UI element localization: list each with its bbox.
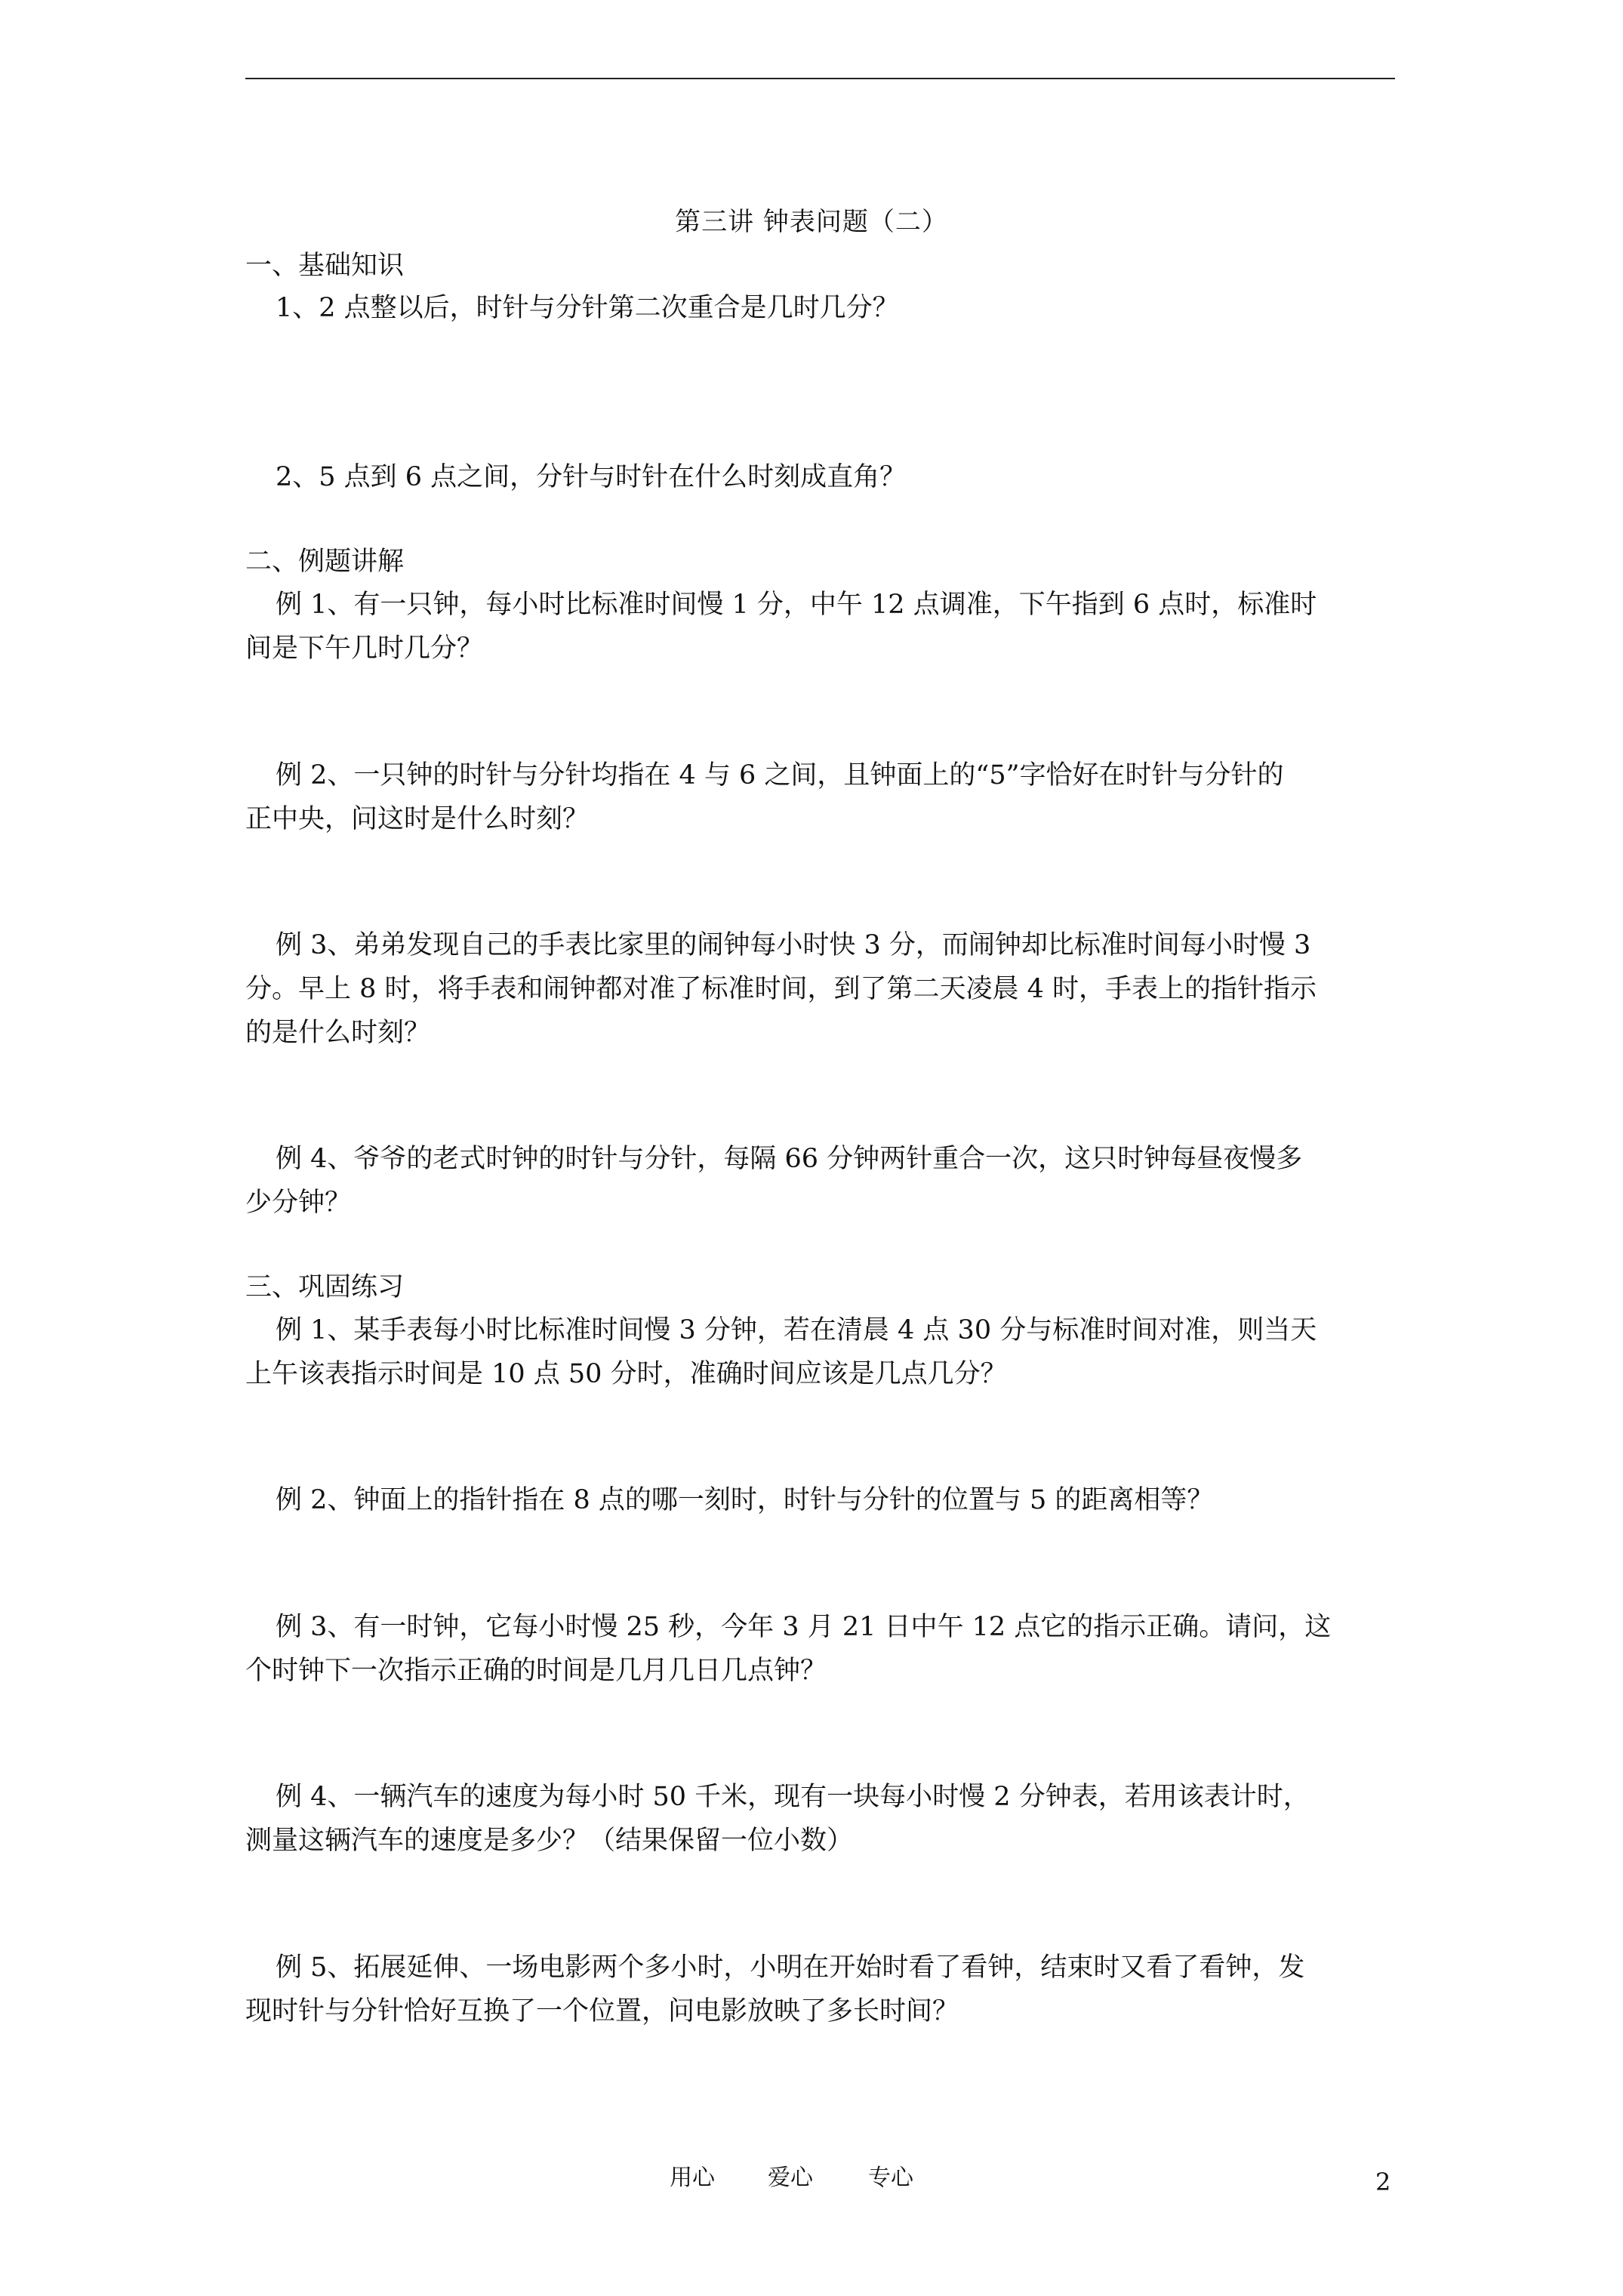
practice-3-line-2: 个时钟下一次指示正确的时间是几月几日几点钟？ xyxy=(245,1656,827,1686)
practice-5-line-1: 例 5、拓展延伸、一场电影两个多小时，小明在开始时看了看钟，结束时又看了看钟，发 xyxy=(276,1952,1305,1983)
example-1-line-2: 间是下午几时几分？ xyxy=(245,633,484,664)
practice-4-line-2: 测量这辆汽车的速度是多少？（结果保留一位小数） xyxy=(245,1826,854,1856)
practice-1-line-1: 例 1、某手表每小时比标准时间慢 3 分钟，若在清晨 4 点 30 分与标准时间对准，则当天 xyxy=(276,1315,1317,1345)
section-heading-examples: 二、例题讲解 xyxy=(245,547,405,577)
example-4-line-1: 例 4、爷爷的老式时钟的时针与分针，每隔 66 分钟两针重合一次，这只时钟每昼夜慢多 xyxy=(276,1144,1303,1174)
footer-word-3: 专心 xyxy=(868,2165,913,2191)
example-3-line-1: 例 3、弟弟发现自己的手表比家里的闹钟每小时快 3 分，而闹钟却比标准时间每小时慢 3 xyxy=(276,930,1311,960)
example-4-line-2: 少分钟？ xyxy=(245,1188,352,1218)
footer-word-2: 爱心 xyxy=(768,2165,813,2191)
section-heading-practice: 三、巩固练习 xyxy=(245,1272,405,1302)
example-3-line-3: 的是什么时刻？ xyxy=(245,1018,431,1048)
question-1: 1、2 点整以后，时针与分针第二次重合是几时几分？ xyxy=(276,293,899,323)
example-3-line-2: 分。早上 8 时，将手表和闹钟都对准了标准时间，到了第二天凌晨 4 时，手表上的指针指示 xyxy=(245,974,1317,1004)
footer-word-1: 用心 xyxy=(670,2165,715,2191)
practice-1-line-2: 上午该表指示时间是 10 点 50 分时，准确时间应该是几点几分？ xyxy=(245,1359,1007,1389)
section-heading-basics: 一、基础知识 xyxy=(245,251,405,281)
practice-5-line-2: 现时针与分针恰好互换了一个位置，问电影放映了多长时间？ xyxy=(245,1996,959,2026)
page-number: 2 xyxy=(1375,2168,1391,2196)
header-rule xyxy=(245,78,1395,79)
practice-4-line-1: 例 4、一辆汽车的速度为每小时 50 千米，现有一块每小时慢 2 分钟表，若用该表计时， xyxy=(276,1782,1310,1812)
page-title: 第三讲 钟表问题（二） xyxy=(675,207,948,237)
example-1-line-1: 例 1、有一只钟，每小时比标准时间慢 1 分，中午 12 点调准，下午指到 6 点时，标准时 xyxy=(276,590,1317,620)
question-2: 2、5 点到 6 点之间，分针与时针在什么时刻成直角？ xyxy=(276,462,907,492)
example-2-line-2: 正中央，问这时是什么时刻？ xyxy=(245,804,590,834)
example-2-line-1: 例 2、一只钟的时针与分针均指在 4 与 6 之间，且钟面上的“5”字恰好在时针与分针的 xyxy=(276,760,1284,791)
practice-3-line-1: 例 3、有一时钟，它每小时慢 25 秒，今年 3 月 21 日中午 12 点它的指示正确。请问，这 xyxy=(276,1612,1332,1642)
practice-2-line-1: 例 2、钟面上的指针指在 8 点的哪一刻时，时针与分针的位置与 5 的距离相等？ xyxy=(276,1485,1214,1515)
